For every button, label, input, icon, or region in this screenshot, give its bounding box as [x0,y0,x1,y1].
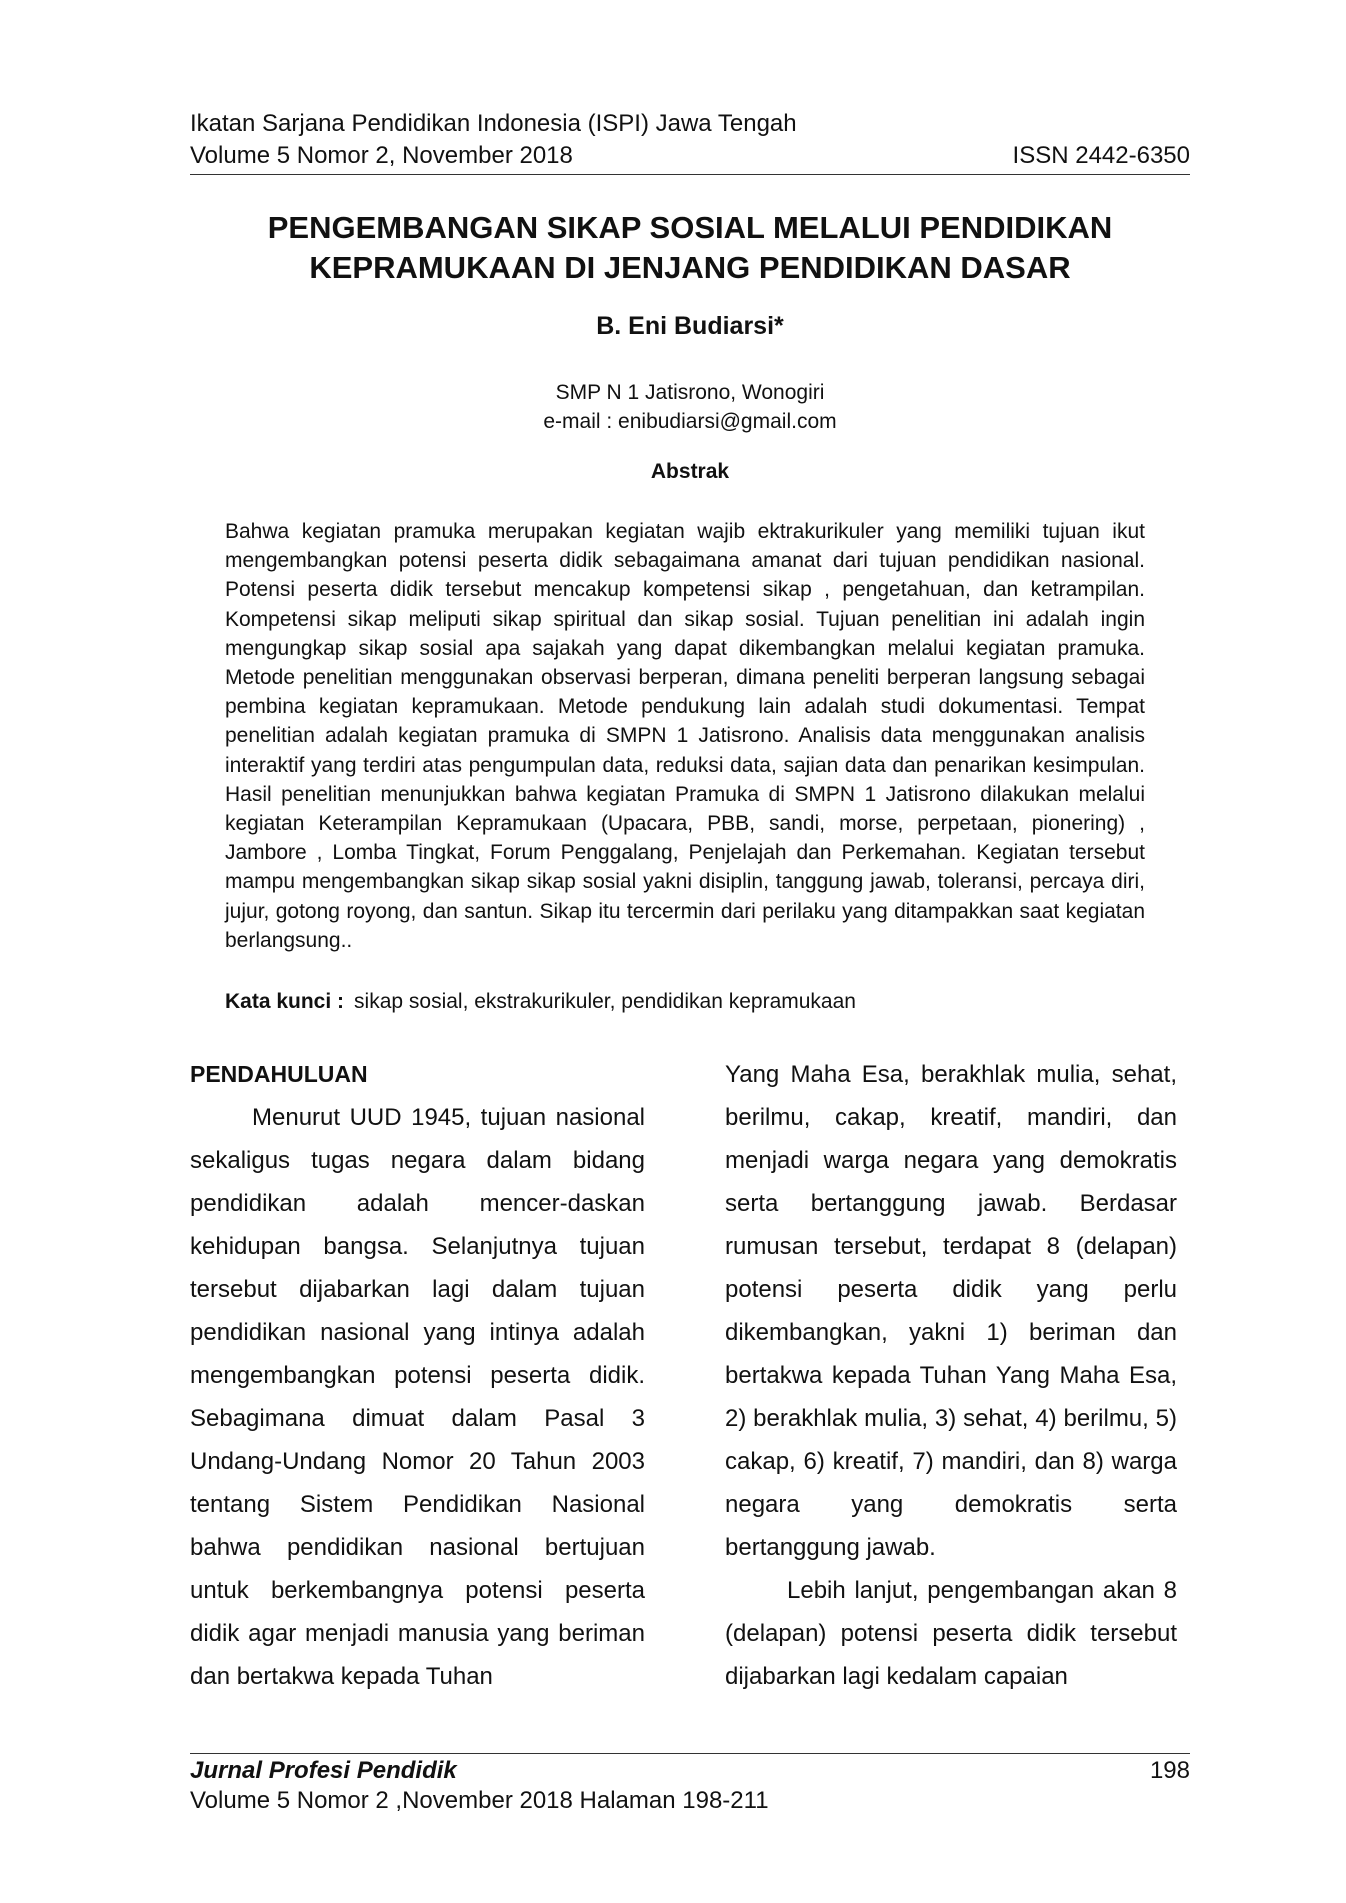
abstract-text: Bahwa kegiatan pramuka merupakan kegiatan wajib ektrakurikuler yang memiliki tujuan ikut mengembangkan potensi peserta didik sebagaimana amanat dari tujuan pendidikan nasional. Potensi peserta didik tersebut mencakup kompetensi sikap , pengetahuan, dan ketrampilan. Kompetensi sikap meliputi sikap spiritual dan sikap sosial. Tujuan penelitian ini adalah ingin mengungkap sikap sosial apa sajakah yang dapat dikembangkan melalui kegiatan pramuka. Metode penelitian menggunakan observasi berperan, dimana peneliti berperan langsung sebagai pembina kegiatan kepramukaan. Metode pendukung lain adalah studi dokumentasi. Tempat penelitian adalah kegiatan pramuka di SMPN 1 Jatisrono. Analisis data menggunakan analisis interaktif yang terdiri atas pengumpulan data, reduksi data, sajian data dan penarikan kesimpulan. Hasil penelitian menunjukkan bahwa kegiatan Pramuka di SMPN 1 Jatisrono dilakukan melalui kegiatan Keterampilan Kepramukaan (Upacara, PBB, sandi, morse, perpetaan, pionering) , Jambore , Lomba Tingkat, Forum Penggalang, Penjelajah dan Perkemahan. Kegiatan tersebut mampu mengembangkan sikap sikap sosial yakni disiplin, tanggung jawab, toleransi, percaya diri, jujur, gotong royong, dan santun. Sikap itu tercermin dari perilaku yang ditampakkan saat kegiatan berlangsung.. [225,520,1145,952]
page-number: 198 [1149,1757,1190,1784]
affiliation-block [190,378,1190,436]
affiliation: SMP N 1 Jatisrono, Wonogiri [555,381,825,404]
author-name: B. Eni Budiarsi* [596,312,784,340]
keywords [225,990,1145,1014]
keywords-text: sikap sosial, ekstrakurikuler, pendidikan kepramukaan [354,990,856,1013]
left-paragraph: Menurut UUD 1945, tujuan nasional sekaligus tugas negara dalam bidang pendidikan adalah mencer-daskan kehidupan bangsa. Selanjutnya tujuan tersebut dijabarkan lagi dalam tujuan pendidikan nasional yang intinya adalah mengembangkan potensi peserta didik. Sebagimana dimuat dalam Pasal 3 Undang-Undang Nomor 20 Tahun 2003 tentang Sistem Pendidikan Nasional bahwa pendidikan nasional bertujuan untuk berkembangnya potensi peserta didik agar menjadi manusia yang beriman dan bertakwa kepada Tuhan [190,1104,645,1690]
right-paragraph-1: Yang Maha Esa, berakhlak mulia, sehat, berilmu, cakap, kreatif, mandiri, dan menjadi warga negara yang demokratis serta bertanggung jawab. Berdasar rumusan tersebut, terdapat 8 (delapan) potensi peserta didik yang perlu dikembangkan, yakni 1) beriman dan bertakwa kepada Tuhan Yang Maha Esa, 2) berakhlak mulia, 3) sehat, 4) berilmu, 5) cakap, 6) kreatif, 7) mandiri, dan 8) warga negara yang demokratis serta bertanggung jawab. [725,1061,1177,1561]
paper-title [190,208,1190,288]
left-column [190,1053,645,1698]
keywords-label: Kata kunci : [225,990,345,1013]
footer-row [190,1756,1190,1786]
right-column [725,1053,1177,1698]
section-heading: PENDAHULUAN [190,1061,368,1087]
title-line-1: PENGEMBANGAN SIKAP SOSIAL MELALUI PENDIDIKAN [267,210,1113,245]
title-line-2: KEPRAMUKAAN DI JENJANG PENDIDIKAN DASAR [309,250,1071,285]
header-volume: Volume 5 Nomor 2, November 2018 [190,142,573,169]
header-issn: ISSN 2442-6350 [1012,142,1190,169]
footer-journal: Jurnal Profesi Pendidik [190,1757,457,1784]
header-row [190,140,1190,175]
footer-volume: Volume 5 Nomor 2 ,November 2018 Halaman 198-211 [190,1787,769,1814]
running-header [190,108,1190,175]
header-org: Ikatan Sarjana Pendidikan Indonesia (ISPI) Jawa Tengah [190,110,797,137]
right-paragraph-2: Lebih lanjut, pengembangan akan 8 (delapan) potensi peserta didik tersebut dijabarkan lagi kedalam capaian [725,1577,1177,1690]
email: e-mail : enibudiarsi@gmail.com [543,410,837,433]
page-footer [190,1753,1190,1816]
abstract-heading: Abstrak [650,460,730,483]
